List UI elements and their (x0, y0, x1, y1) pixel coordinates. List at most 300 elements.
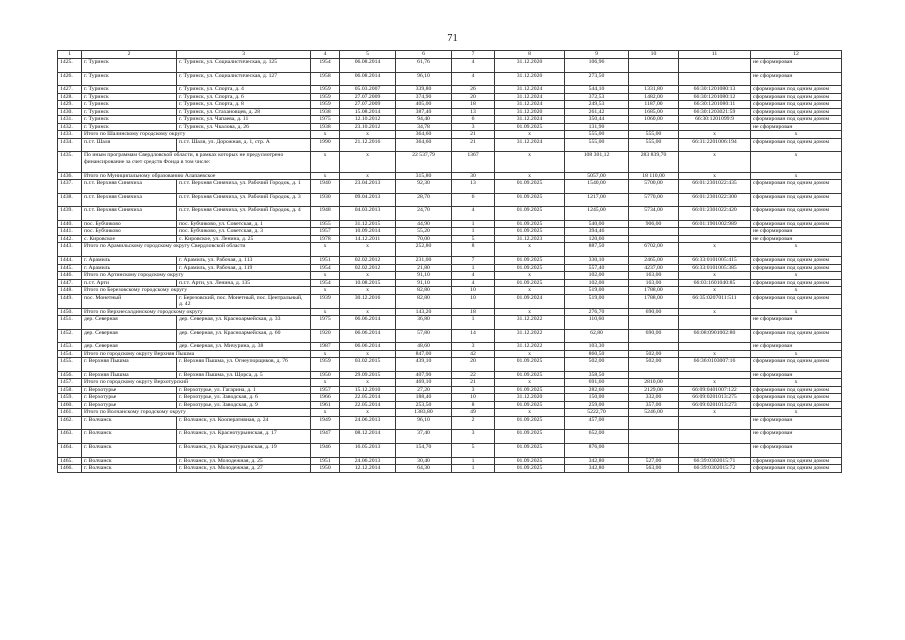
recognition-date-cell: 02.02.2012 (340, 264, 396, 272)
address-cell: п.г.т. Верхняя Синячиха, ул. Рабочий Городок, д. 4 (177, 207, 311, 221)
residents-cell: 20 (452, 358, 495, 372)
land-plot-status-cell: сформирован под одним домом (751, 108, 842, 116)
total-label-cell: Итого по Арамильскому городскому округу Свердловской области (82, 243, 311, 257)
address-cell: г. Туринск, ул. Стахановцев, д. 28 (177, 108, 311, 116)
column-header-8: 8 (495, 51, 565, 59)
fund-cell: 563,00 (629, 465, 679, 473)
address-cell: пос. Бубчиково, ул. Советская, д. 1 (177, 220, 311, 228)
settlement-cell: пос. Монетный (82, 294, 177, 308)
fund-cell: 1187,00 (629, 101, 679, 109)
recognition-date-cell: 23.10.2012 (340, 123, 396, 131)
land-plot-status-cell: сформирован под одним домом (751, 279, 842, 287)
area-cell: 30,40 (396, 457, 452, 465)
table-body (58, 51, 842, 473)
row-number-cell: 1453. (58, 343, 82, 351)
cost-cell: 555,00 (565, 138, 629, 152)
recognition-date-cell: 31.12.2015 (340, 220, 396, 228)
year-cell: 1959 (311, 93, 340, 101)
cadastral-number-cell: 66:39:0302015:71 (679, 457, 751, 465)
residents-cell: 18 (452, 101, 495, 109)
cadastral-number-cell: 66:09:0201013:275 (679, 394, 751, 402)
recognition-date-cell: 27.07.2009 (340, 93, 396, 101)
land-plot-status-cell: не сформирован (751, 430, 842, 444)
year-cell: 1951 (311, 457, 340, 465)
fund-cell: 5770,00 (629, 193, 679, 207)
recognition-date-cell: 02.02.2012 (340, 257, 396, 265)
settlement-cell: г. Туринск (82, 116, 177, 124)
row-number-cell: 1458. (58, 386, 82, 394)
cost-cell: 150,00 (565, 394, 629, 402)
settlement-cell: п.г.т. Верхняя Синячиха (82, 193, 177, 207)
address-cell: г. Арамиль, ул. Рабочая, д. 119 (177, 264, 311, 272)
planned-date-cell: 31.12.2023 (495, 235, 565, 243)
row-number-cell: 1427. (58, 86, 82, 94)
recognition-date-cell: 10.09.2014 (340, 228, 396, 236)
recognition-date-cell: x (340, 243, 396, 257)
residents-cell: 3 (452, 430, 495, 444)
year-cell: 1978 (311, 235, 340, 243)
settlement-cell: г. Волчанск (82, 444, 177, 458)
table-row (58, 228, 842, 236)
cadastral-number-cell (679, 316, 751, 330)
residents-cell: 8 (452, 401, 495, 409)
cadastral-number-cell: x (679, 409, 751, 417)
land-plot-status-cell: не сформирован (751, 416, 842, 430)
planned-date-cell: 31.12.2024 (495, 116, 565, 124)
fund-cell: 2810,00 (629, 379, 679, 387)
address-cell: г. Туринск, ул. Социалистическая, д. 127 (177, 72, 311, 86)
year-cell: 1954 (311, 264, 340, 272)
year-cell: 1966 (311, 394, 340, 402)
land-plot-status-cell: x (751, 172, 842, 180)
settlement-cell: г. Волчанск (82, 457, 177, 465)
recognition-date-cell: x (340, 409, 396, 417)
row-number-cell: 1438. (58, 193, 82, 207)
address-cell: п.г.т. Шаля, ул. Дорожная, д. 1, стр. А (177, 138, 311, 152)
planned-date-cell: 01.09.2025 (495, 207, 565, 221)
address-cell: г. Туринск, ул. Чкалова, д. 26 (177, 123, 311, 131)
year-cell: x (311, 379, 340, 387)
area-cell: 82,80 (396, 287, 452, 295)
row-number-cell: 1461. (58, 409, 82, 417)
year-cell: 1930 (311, 193, 340, 207)
planned-date-cell: 31.12.2020 (495, 394, 565, 402)
cadastral-number-cell: 66:03:1601040:85 (679, 279, 751, 287)
planned-date-cell: 31.12.2022 (495, 316, 565, 330)
fund-cell: 5700,00 (629, 180, 679, 194)
total-row (58, 172, 842, 180)
land-plot-status-cell: сформирован под одним домом (751, 207, 842, 221)
recognition-date-cell: 10.08.2015 (340, 279, 396, 287)
cost-cell: 102,00 (565, 272, 629, 280)
row-number-cell: 1447. (58, 279, 82, 287)
cost-cell: 544,10 (565, 86, 629, 94)
cost-cell: 557,40 (565, 264, 629, 272)
row-number-cell: 1448. (58, 287, 82, 295)
recognition-date-cell: 06.08.2014 (340, 59, 396, 73)
planned-date-cell: 31.12.2024 (495, 101, 565, 109)
row-number-cell: 1465. (58, 457, 82, 465)
row-number-cell: 1454. (58, 350, 82, 358)
fund-cell: 5734,00 (629, 207, 679, 221)
year-cell: 1959 (311, 101, 340, 109)
cost-cell: 62,80 (565, 329, 629, 343)
total-label-cell: Итого по городскому округу Верхотурский (82, 379, 311, 387)
land-plot-status-cell: не сформирован (751, 59, 842, 73)
row-number-cell: 1459. (58, 394, 82, 402)
recognition-date-cell: 05.03.2007 (340, 86, 396, 94)
cost-cell: 108 301,12 (565, 152, 629, 172)
planned-date-cell: 31.12.2020 (495, 72, 565, 86)
address-cell: г. Волчанск, ул. Молодежная, д. 25 (177, 457, 311, 465)
year-cell: 1938 (311, 123, 340, 131)
planned-date-cell: x (495, 272, 565, 280)
row-number-cell: 1463. (58, 430, 82, 444)
fund-cell (629, 235, 679, 243)
fund-cell: 555,00 (629, 138, 679, 152)
row-number-cell: 1462. (58, 416, 82, 430)
settlement-cell: г. Верхотурье (82, 401, 177, 409)
row-number-cell: 1428. (58, 93, 82, 101)
cadastral-number-cell: 66:33:0101005:385 (679, 264, 751, 272)
recognition-date-cell: 24.06.2013 (340, 457, 396, 465)
total-row (58, 287, 842, 295)
settlement-cell: г. Верхотурье (82, 386, 177, 394)
year-cell: 1940 (311, 180, 340, 194)
area-cell: 364,60 (396, 138, 452, 152)
address-cell: дер. Северная, ул. Красноармейская, д. 60 (177, 329, 311, 343)
row-number-cell: 1430. (58, 108, 82, 116)
cost-cell: 249,53 (565, 101, 629, 109)
fund-cell: 502,00 (629, 350, 679, 358)
area-cell: 70,00 (396, 235, 452, 243)
cost-cell: 519,00 (565, 294, 629, 308)
residents-cell: 21 (452, 138, 495, 152)
area-cell: 55,20 (396, 228, 452, 236)
residents-cell: 2 (452, 416, 495, 430)
recognition-date-cell: 06.06.2014 (340, 316, 396, 330)
year-cell: x (311, 152, 340, 172)
planned-date-cell: 31.12.2024 (495, 93, 565, 101)
residents-cell: 5 (452, 235, 495, 243)
table-row (58, 416, 842, 430)
area-cell: 82,80 (396, 294, 452, 308)
recognition-date-cell: 06.08.2014 (340, 72, 396, 86)
area-cell: 252,80 (396, 243, 452, 257)
planned-date-cell: 01.09.2025 (495, 386, 565, 394)
land-plot-status-cell: x (751, 243, 842, 257)
settlement-cell: с. Кировское (82, 235, 177, 243)
recognition-date-cell: 15.12.2010 (340, 386, 396, 394)
cost-cell: 276,70 (565, 308, 629, 316)
row-number-cell: 1456. (58, 371, 82, 379)
fund-cell: 527,00 (629, 457, 679, 465)
cost-cell: 120,60 (565, 235, 629, 243)
cadastral-number-cell: 66:01:2301022:420 (679, 207, 751, 221)
planned-date-cell: 01.09.2025 (495, 193, 565, 207)
row-number-cell: 1440. (58, 220, 82, 228)
area-cell: 96,10 (396, 416, 452, 430)
planned-date-cell: 01.09.2025 (495, 123, 565, 131)
year-cell: 1987 (311, 343, 340, 351)
recognition-date-cell: 12.10.2012 (340, 116, 396, 124)
recognition-date-cell: 12.12.2014 (340, 465, 396, 473)
recognition-date-cell: 27.07.2009 (340, 101, 396, 109)
planned-date-cell: 01.09.2025 (495, 430, 565, 444)
fund-cell: 906,00 (629, 220, 679, 228)
area-cell: 28,70 (396, 193, 452, 207)
fund-cell: 1331,80 (629, 86, 679, 94)
fund-cell (629, 123, 679, 131)
fund-cell: 1060,00 (629, 116, 679, 124)
cost-cell: 887,50 (565, 243, 629, 257)
residents-cell: 1 (452, 228, 495, 236)
cadastral-number-cell: 66:39:0302015:72 (679, 465, 751, 473)
fund-cell: 5246,00 (629, 409, 679, 417)
land-plot-status-cell: сформирован под одним домом (751, 180, 842, 194)
area-cell: 405,00 (396, 101, 452, 109)
area-cell: 96,10 (396, 72, 452, 86)
land-plot-status-cell: x (751, 287, 842, 295)
row-number-cell: 1441. (58, 228, 82, 236)
row-number-cell: 1443. (58, 243, 82, 257)
residents-cell: 3 (452, 343, 495, 351)
land-plot-status-cell: сформирован под одним домом (751, 116, 842, 124)
land-plot-status-cell: x (751, 350, 842, 358)
column-header-10: 10 (629, 51, 679, 59)
residents-cell: 18 (452, 308, 495, 316)
total-label-cell: Итого по Верхнесалдинскому городскому округу (82, 308, 311, 316)
year-cell: 1938 (311, 108, 340, 116)
cadastral-number-cell (679, 235, 751, 243)
row-number-cell: 1457. (58, 379, 82, 387)
year-cell: 1957 (311, 228, 340, 236)
total-label-cell: Итого по Шалинскому городскому округу (82, 131, 311, 139)
recognition-date-cell: x (340, 308, 396, 316)
cadastral-number-cell: 66:01:1901002:989 (679, 220, 751, 228)
residents-cell: 1 (452, 457, 495, 465)
area-cell: 469,10 (396, 379, 452, 387)
column-header-7: 7 (452, 51, 495, 59)
residents-cell: 4 (452, 59, 495, 73)
column-header-3: 3 (177, 51, 311, 59)
total-row (58, 243, 842, 257)
address-cell: п.г.т. Арти, ул. Ленина, д. 135 (177, 279, 311, 287)
planned-date-cell: x (495, 287, 565, 295)
land-plot-status-cell: сформирован под одним домом (751, 294, 842, 308)
planned-date-cell: 01.09.2025 (495, 371, 565, 379)
row-number-cell: 1446. (58, 272, 82, 280)
table-row (58, 108, 842, 116)
table-row (58, 101, 842, 109)
land-plot-status-cell: не сформирован (751, 228, 842, 236)
planned-date-cell: 01.09.2025 (495, 220, 565, 228)
table-row (58, 86, 842, 94)
total-row (58, 272, 842, 280)
settlement-cell: п.г.т. Верхняя Синячиха (82, 180, 177, 194)
area-cell: 231,00 (396, 257, 452, 265)
column-number-header (58, 51, 842, 59)
land-plot-status-cell: не сформирован (751, 235, 842, 243)
planned-date-cell: x (495, 350, 565, 358)
settlement-cell: п.г.т. Верхняя Синячиха (82, 207, 177, 221)
recognition-date-cell: 14.12.2011 (340, 235, 396, 243)
column-header-4: 4 (311, 51, 340, 59)
year-cell: 1975 (311, 116, 340, 124)
cadastral-number-cell: x (679, 287, 751, 295)
area-cell: 91,10 (396, 272, 452, 280)
residents-cell: 1367 (452, 152, 495, 172)
row-number-cell: 1429. (58, 101, 82, 109)
planned-date-cell: 01.09.2025 (495, 264, 565, 272)
total-label-cell: По иным программам Свердловской области, в рамках которых не предусмотрено финансирование за счет средств Фонда в том числе: (82, 152, 311, 172)
settlement-cell: г. Туринск (82, 108, 177, 116)
area-cell: 1383,80 (396, 409, 452, 417)
land-plot-status-cell: сформирован под одним домом (751, 457, 842, 465)
planned-date-cell: x (495, 172, 565, 180)
cadastral-number-cell: x (679, 172, 751, 180)
table-row (58, 279, 842, 287)
table-row (58, 116, 842, 124)
total-row (58, 131, 842, 139)
residents-cell: 49 (452, 409, 495, 417)
address-cell: г. Березовский, пос. Монетный, пос. Центральный, д. 42 (177, 294, 311, 308)
land-plot-status-cell: сформирован под одним домом (751, 394, 842, 402)
fund-cell (629, 343, 679, 351)
table-row (58, 444, 842, 458)
fund-cell (629, 416, 679, 430)
row-number-cell: 1425. (58, 59, 82, 73)
year-cell: x (311, 350, 340, 358)
address-cell: г. Волчанск, ул. Краснотурьинская, д. 19 (177, 444, 311, 458)
year-cell: x (311, 409, 340, 417)
residents-cell: 1 (452, 465, 495, 473)
row-number-cell: 1444. (58, 257, 82, 265)
cadastral-number-cell (679, 430, 751, 444)
recognition-date-cell: x (340, 152, 396, 172)
area-cell: 143,20 (396, 308, 452, 316)
year-cell: 1946 (311, 444, 340, 458)
cadastral-number-cell: 66:30:1203021:59 (679, 108, 751, 116)
planned-date-cell: x (495, 152, 565, 172)
land-plot-status-cell: x (751, 308, 842, 316)
land-plot-status-cell: не сформирован (751, 123, 842, 131)
column-header-2: 2 (82, 51, 177, 59)
cost-cell: 394,46 (565, 228, 629, 236)
total-label-cell: Итого по Волчанскому городскому округу (82, 409, 311, 417)
area-cell: 21,80 (396, 264, 452, 272)
cost-cell: 261,42 (565, 108, 629, 116)
fund-cell: 4237,00 (629, 264, 679, 272)
cadastral-number-cell: 66:09:0401007:122 (679, 386, 751, 394)
recognition-date-cell: 24.06.2013 (340, 416, 396, 430)
cadastral-number-cell: 66:01:2301022:300 (679, 193, 751, 207)
fund-cell (629, 444, 679, 458)
column-header-12: 12 (751, 51, 842, 59)
settlement-cell: г. Арамиль (82, 264, 177, 272)
residents-cell: 4 (452, 279, 495, 287)
row-number-cell: 1464. (58, 444, 82, 458)
residents-cell: 10 (452, 294, 495, 308)
land-plot-status-cell: сформирован под одним домом (751, 358, 842, 372)
address-cell: пос. Бубчиково, ул. Советская, д. 3 (177, 228, 311, 236)
area-cell: 27,20 (396, 386, 452, 394)
table-row (58, 59, 842, 73)
row-number-cell: 1436. (58, 172, 82, 180)
table-row (58, 394, 842, 402)
fund-cell: 1685,00 (629, 108, 679, 116)
land-plot-status-cell: не сформирован (751, 371, 842, 379)
land-plot-status-cell: сформирован под одним домом (751, 193, 842, 207)
settlement-cell: дер. Северная (82, 316, 177, 330)
address-cell: г. Верхотурье, ул. Заводская, д. 6 (177, 394, 311, 402)
land-plot-status-cell: не сформирован (751, 343, 842, 351)
cadastral-number-cell (679, 343, 751, 351)
fund-cell: 163,00 (629, 279, 679, 287)
cadastral-number-cell: x (679, 243, 751, 257)
area-cell: 339,80 (396, 86, 452, 94)
cadastral-number-cell (679, 416, 751, 430)
address-cell: п.г.т. Верхняя Синячиха, ул. Рабочий Городок, д. 1 (177, 180, 311, 194)
land-plot-status-cell: x (751, 152, 842, 172)
year-cell: 1920 (311, 329, 340, 343)
area-cell: 37,40 (396, 430, 452, 444)
cadastral-number-cell: 66:30:1201080:13 (679, 86, 751, 94)
area-cell: 22 537,79 (396, 152, 452, 172)
address-cell: дер. Северная, ул. Мичурина, д. 38 (177, 343, 311, 351)
table-row (58, 235, 842, 243)
address-cell: г. Туринск, ул. Спорта, д. 8 (177, 101, 311, 109)
fund-cell (629, 371, 679, 379)
total-label-cell: Итого по Муниципальному образованию Алапаевское (82, 172, 311, 180)
residents-cell: 26 (452, 86, 495, 94)
cost-cell: 519,00 (565, 287, 629, 295)
cadastral-number-cell (679, 444, 751, 458)
fund-cell: 690,00 (629, 329, 679, 343)
residents-cell: 1 (452, 220, 495, 228)
residents-cell: 13 (452, 180, 495, 194)
cadastral-number-cell (679, 72, 751, 86)
fund-cell: 283 839,70 (629, 152, 679, 172)
residents-cell: 7 (452, 257, 495, 265)
settlement-cell: г. Туринск (82, 72, 177, 86)
cadastral-number-cell (679, 371, 751, 379)
cost-cell: 876,00 (565, 444, 629, 458)
address-cell: г. Туринск, ул. Спорта, д. 6 (177, 93, 311, 101)
column-header-5: 5 (340, 51, 396, 59)
address-cell: г. Верхотурье, ул. Гагарина, д. 1 (177, 386, 311, 394)
row-number-cell: 1455. (58, 358, 82, 372)
residents-cell: 42 (452, 350, 495, 358)
recognition-date-cell: x (340, 287, 396, 295)
planned-date-cell: 01.09.2025 (495, 416, 565, 430)
recognition-date-cell: 29.09.2015 (340, 371, 396, 379)
cost-cell: 652,00 (565, 430, 629, 444)
cadastral-number-cell (679, 123, 751, 131)
planned-date-cell: 31.12.2022 (495, 343, 565, 351)
table-row (58, 386, 842, 394)
fund-cell: 2129,00 (629, 386, 679, 394)
cost-cell: 372,53 (565, 93, 629, 101)
residents-cell: 20 (452, 93, 495, 101)
planned-date-cell: 31.12.2024 (495, 138, 565, 152)
recognition-date-cell: x (340, 379, 396, 387)
year-cell: 1949 (311, 416, 340, 430)
land-plot-status-cell: сформирован под одним домом (751, 101, 842, 109)
residents-cell: 4 (452, 207, 495, 221)
recognition-date-cell: 08.12.2014 (340, 430, 396, 444)
settlement-cell: г. Верхняя Пышма (82, 371, 177, 379)
